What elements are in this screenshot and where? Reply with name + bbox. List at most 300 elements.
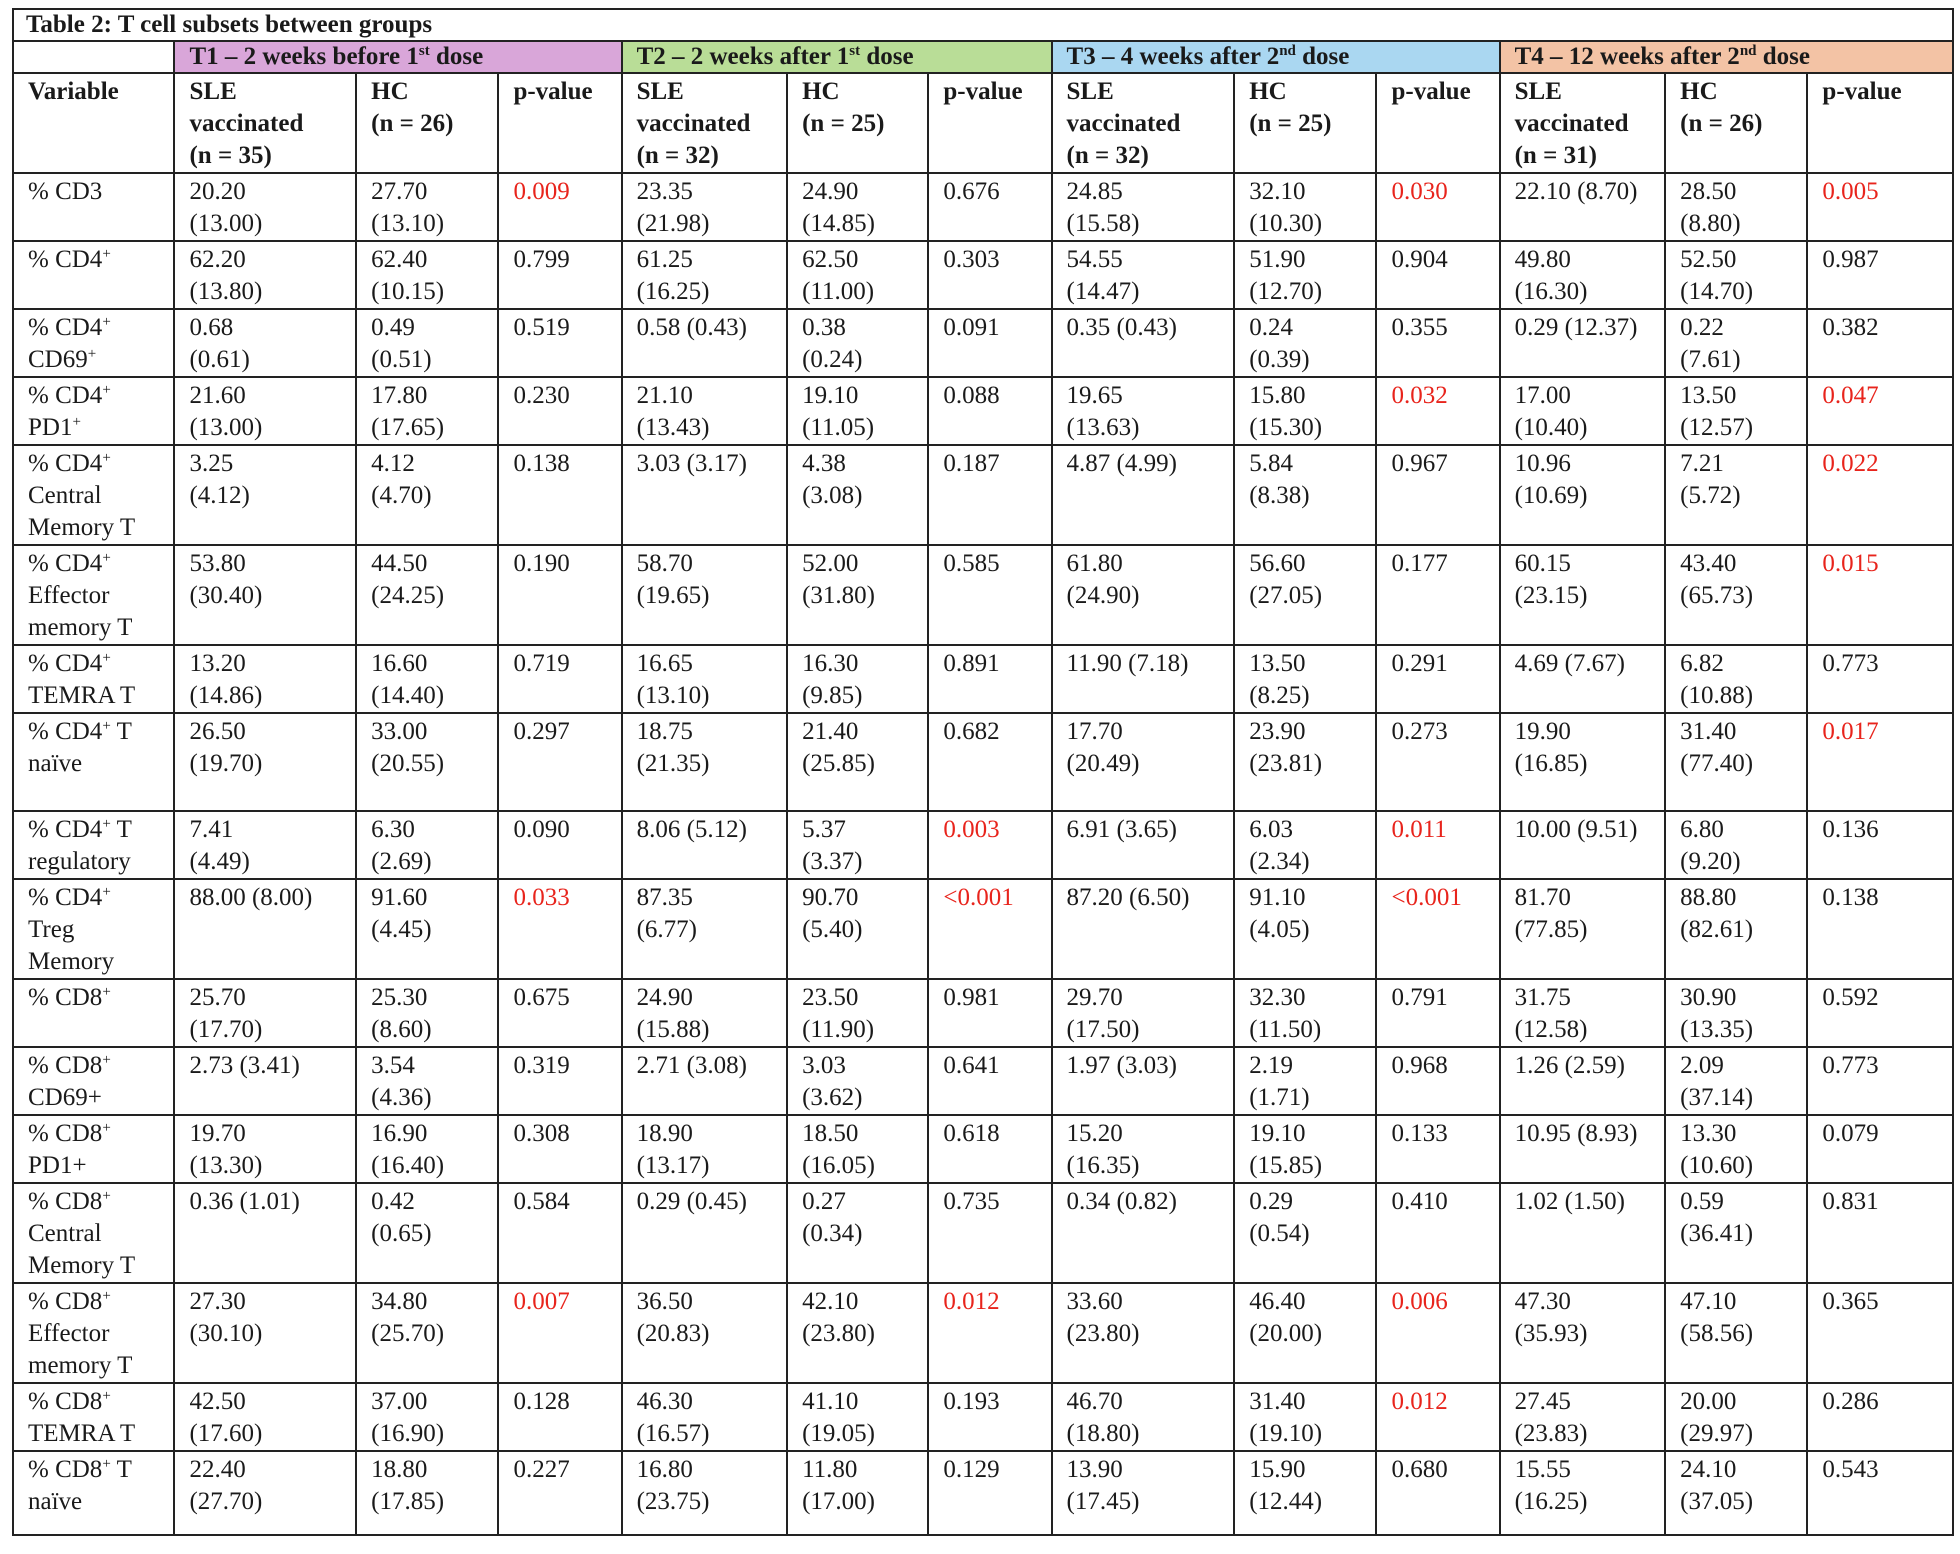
cell-line: 18.75 [636, 718, 693, 745]
cell-line: (23.15) [1514, 582, 1588, 609]
table-row [13, 713, 1953, 811]
cell-line: (16.85) [1514, 750, 1588, 777]
p-value-cell-t4 [1807, 1283, 1953, 1383]
variable-line [28, 1454, 165, 1486]
cell-line: (31.80) [802, 582, 875, 609]
p-value-cell-t4 [1807, 309, 1953, 377]
cell-line: (8.38) [1249, 482, 1310, 509]
variable-line [28, 312, 165, 344]
timepoint-header-row [13, 41, 1953, 73]
variable-cell [13, 241, 174, 309]
p-value-cell-t4 [1807, 979, 1953, 1047]
cell-line: (4.45) [371, 916, 432, 943]
sle-cell-t2 [622, 1047, 788, 1115]
cell-line: (17.85) [371, 1488, 445, 1515]
sle-cell-t1 [174, 645, 356, 713]
cell-line: (17.65) [371, 414, 445, 441]
cell-line: 0.592 [1822, 984, 1879, 1011]
sle-cell-t1 [174, 377, 356, 445]
hc-cell-t4 [1665, 713, 1807, 811]
cell-line: 58.70 [636, 550, 693, 577]
cell-line: (13.10) [371, 210, 445, 237]
variable-text: % CD4 [28, 314, 103, 341]
cell-line: 2.09 [1680, 1052, 1724, 1079]
cell-line: 1.97 (3.03) [1066, 1052, 1177, 1079]
variable-line [28, 814, 165, 846]
variable-text: memory T [28, 1352, 133, 1379]
cell-line: (23.80) [802, 1320, 875, 1347]
p-value-cell-t4 [1807, 241, 1953, 309]
variable-text: PD1 [28, 414, 73, 441]
cell-line: (8.25) [1249, 682, 1310, 709]
variable-text: % CD8 [28, 1456, 103, 1483]
hc-header-4 [1665, 73, 1807, 173]
cell-line: 5.37 [802, 816, 846, 843]
sle-header-line: (n = 35) [189, 142, 272, 169]
superscript: + [102, 718, 111, 734]
hc-cell-t1 [356, 645, 498, 713]
variable-cell [13, 445, 174, 545]
variable-text: % CD4 [28, 718, 103, 745]
cell-line: 13.20 [189, 650, 246, 677]
cell-line: (13.00) [189, 414, 263, 441]
cell-line: 0.003 [943, 816, 1000, 843]
cell-line: 25.30 [371, 984, 428, 1011]
cell-line: (19.70) [189, 750, 263, 777]
t-cell-subsets-table [12, 8, 1954, 1536]
cell-line: 0.682 [943, 718, 1000, 745]
p-value-cell-t4 [1807, 1383, 1953, 1451]
cell-line: 18.50 [802, 1120, 859, 1147]
cell-line: 44.50 [371, 550, 428, 577]
variable-cell [13, 811, 174, 879]
cell-line: 0.090 [513, 816, 570, 843]
cell-line: 56.60 [1249, 550, 1306, 577]
cell-line: (77.40) [1680, 750, 1754, 777]
cell-line: 0.138 [1822, 884, 1879, 911]
sle-cell-t4 [1500, 645, 1666, 713]
cell-line: 62.40 [371, 246, 428, 273]
cell-line: (25.85) [802, 750, 875, 777]
cell-line: 2.19 [1249, 1052, 1293, 1079]
cell-line: <0.001 [943, 884, 1014, 911]
variable-cell [13, 1383, 174, 1451]
p-value-cell-t3 [1376, 1451, 1499, 1535]
cell-line: 0.543 [1822, 1456, 1879, 1483]
cell-line: 13.30 [1680, 1120, 1737, 1147]
sle-header-line: (n = 32) [1066, 142, 1149, 169]
cell-line: (14.47) [1066, 278, 1140, 305]
p-value-cell-t3 [1376, 1383, 1499, 1451]
sle-header-line: SLE [1514, 78, 1562, 105]
variable-text: Effector [28, 582, 110, 609]
cell-line: (4.12) [189, 482, 250, 509]
cell-line: 0.007 [513, 1288, 570, 1315]
sle-cell-t4 [1500, 1383, 1666, 1451]
variable-text: Effector [28, 1320, 110, 1347]
cell-line: 61.80 [1066, 550, 1123, 577]
cell-line: 7.41 [189, 816, 234, 843]
p-value-cell-t1 [498, 1183, 621, 1283]
p-value-cell-t1 [498, 309, 621, 377]
hc-cell-t1 [356, 545, 498, 645]
sle-header-1 [174, 73, 356, 173]
variable-text: % CD8 [28, 1388, 103, 1415]
cell-line: 0.136 [1822, 816, 1879, 843]
hc-cell-t1 [356, 173, 498, 241]
cell-line: (4.05) [1249, 916, 1310, 943]
cell-line: 6.80 [1680, 816, 1724, 843]
p-value-cell-t1 [498, 445, 621, 545]
cell-line: 32.10 [1249, 178, 1306, 205]
hc-cell-t2 [787, 811, 928, 879]
cell-line: 17.00 [1514, 382, 1571, 409]
superscript: + [102, 984, 111, 1000]
sle-header-2 [622, 73, 788, 173]
cell-line: 15.90 [1249, 1456, 1306, 1483]
hc-cell-t3 [1234, 545, 1376, 645]
cell-line: (35.93) [1514, 1320, 1588, 1347]
sle-cell-t2 [622, 1115, 788, 1183]
p-value-header-3: p-value [1376, 73, 1499, 173]
sle-cell-t2 [622, 309, 788, 377]
sle-cell-t3 [1052, 1383, 1235, 1451]
cell-line: 0.006 [1391, 1288, 1448, 1315]
timepoint-label: T4 – 12 weeks after 2 [1514, 43, 1740, 70]
cell-line: 0.981 [943, 984, 1000, 1011]
sle-cell-t4 [1500, 545, 1666, 645]
cell-line: (65.73) [1680, 582, 1754, 609]
cell-line: 0.967 [1391, 450, 1448, 477]
variable-cell [13, 645, 174, 713]
hc-cell-t4 [1665, 377, 1807, 445]
p-value-cell-t4 [1807, 879, 1953, 979]
cell-line: 0.193 [943, 1388, 1000, 1415]
p-value-cell-t1 [498, 241, 621, 309]
hc-cell-t1 [356, 445, 498, 545]
cell-line: (11.05) [802, 414, 875, 441]
hc-cell-t4 [1665, 173, 1807, 241]
variable-cell [13, 1183, 174, 1283]
superscript: + [102, 1052, 111, 1068]
cell-line: 6.91 (3.65) [1066, 816, 1177, 843]
hc-cell-t4 [1665, 309, 1807, 377]
cell-line: (12.58) [1514, 1016, 1588, 1043]
cell-line: (11.90) [802, 1016, 875, 1043]
p-value-cell-t2 [928, 1283, 1051, 1383]
hc-cell-t1 [356, 1115, 498, 1183]
sle-cell-t1 [174, 713, 356, 811]
p-value-cell-t2 [928, 879, 1051, 979]
cell-line: (19.10) [1249, 1420, 1323, 1447]
p-value-cell-t1 [498, 545, 621, 645]
p-value-cell-t3 [1376, 645, 1499, 713]
cell-line: (13.35) [1680, 1016, 1754, 1043]
cell-line: 0.303 [943, 246, 1000, 273]
hc-cell-t1 [356, 713, 498, 811]
variable-line [28, 1318, 165, 1350]
sle-cell-t3 [1052, 811, 1235, 879]
p-value-cell-t3 [1376, 241, 1499, 309]
hc-header-line: (n = 26) [1680, 110, 1763, 137]
cell-line: 88.00 (8.00) [189, 884, 313, 911]
hc-cell-t4 [1665, 979, 1807, 1047]
cell-line: (4.49) [189, 848, 250, 875]
sle-cell-t2 [622, 1451, 788, 1535]
p-value-cell-t1 [498, 1115, 621, 1183]
superscript: + [102, 1288, 111, 1304]
variable-text: TEMRA T [28, 682, 136, 709]
cell-line: 0.015 [1822, 550, 1879, 577]
variable-cell [13, 1047, 174, 1115]
cell-line: 0.187 [943, 450, 1000, 477]
sle-header-4 [1500, 73, 1666, 173]
variable-text: Treg [28, 916, 75, 943]
cell-line: (15.88) [636, 1016, 710, 1043]
p-value-cell-t3 [1376, 979, 1499, 1047]
cell-line: 0.410 [1391, 1188, 1448, 1215]
p-value-cell-t3 [1376, 879, 1499, 979]
hc-cell-t1 [356, 377, 498, 445]
variable-text: % CD3 [28, 178, 103, 205]
cell-line: (0.65) [371, 1220, 432, 1247]
cell-line: (15.85) [1249, 1152, 1323, 1179]
cell-line: (3.62) [802, 1084, 863, 1111]
hc-cell-t2 [787, 173, 928, 241]
cell-line: 0.59 [1680, 1188, 1724, 1215]
cell-line: 0.286 [1822, 1388, 1879, 1415]
hc-cell-t4 [1665, 645, 1807, 713]
variable-cell [13, 1115, 174, 1183]
superscript: + [102, 1188, 111, 1204]
table-row [13, 1283, 1953, 1383]
variable-line [28, 914, 165, 946]
sle-cell-t3 [1052, 377, 1235, 445]
sle-cell-t3 [1052, 309, 1235, 377]
cell-line: (0.34) [802, 1220, 863, 1247]
sle-cell-t3 [1052, 445, 1235, 545]
cell-line: 0.365 [1822, 1288, 1879, 1315]
cell-line: 0.091 [943, 314, 1000, 341]
cell-line: 0.011 [1391, 816, 1447, 843]
cell-line: 0.42 [371, 1188, 415, 1215]
cell-line: 16.60 [371, 650, 428, 677]
hc-cell-t3 [1234, 1115, 1376, 1183]
p-value-header-2: p-value [928, 73, 1051, 173]
cell-line: 11.90 (7.18) [1066, 650, 1189, 677]
variable-cell [13, 979, 174, 1047]
variable-line [28, 1186, 165, 1218]
cell-line: 33.60 [1066, 1288, 1123, 1315]
hc-cell-t2 [787, 879, 928, 979]
hc-cell-t3 [1234, 1283, 1376, 1383]
timepoint-ordinal: nd [1739, 43, 1757, 59]
cell-line: (10.69) [1514, 482, 1588, 509]
cell-line: 0.138 [513, 450, 570, 477]
hc-cell-t3 [1234, 713, 1376, 811]
hc-cell-t2 [787, 1183, 928, 1283]
cell-line: 0.005 [1822, 178, 1879, 205]
cell-line: 46.70 [1066, 1388, 1123, 1415]
superscript: + [87, 346, 97, 362]
cell-line: 13.90 [1066, 1456, 1123, 1483]
cell-line: <0.001 [1391, 884, 1462, 911]
variable-text: % CD4 [28, 246, 103, 273]
cell-line: 0.032 [1391, 382, 1448, 409]
sle-header-line: (n = 32) [636, 142, 719, 169]
variable-line [28, 1486, 165, 1518]
hc-header-2 [787, 73, 928, 173]
cell-line: 3.03 [802, 1052, 846, 1079]
sle-cell-t1 [174, 1283, 356, 1383]
table-title-row [13, 9, 1953, 41]
sle-cell-t4 [1500, 1183, 1666, 1283]
superscript: + [102, 816, 111, 832]
p-value-cell-t1 [498, 979, 621, 1047]
sle-cell-t2 [622, 1183, 788, 1283]
cell-line: 51.90 [1249, 246, 1306, 273]
cell-line: 29.70 [1066, 984, 1123, 1011]
hc-cell-t3 [1234, 445, 1376, 545]
table-row [13, 645, 1953, 713]
variable-text: % CD8 [28, 1052, 103, 1079]
hc-cell-t1 [356, 1047, 498, 1115]
cell-line: (0.61) [189, 346, 250, 373]
cell-line: (8.60) [371, 1016, 432, 1043]
cell-line: 0.088 [943, 382, 1000, 409]
cell-line: (16.57) [636, 1420, 710, 1447]
cell-line: (2.69) [371, 848, 432, 875]
cell-line: (17.60) [189, 1420, 263, 1447]
cell-line: (27.70) [189, 1488, 263, 1515]
hc-cell-t1 [356, 1283, 498, 1383]
cell-line: 0.319 [513, 1052, 570, 1079]
timepoint-header-3 [1052, 41, 1500, 73]
p-value-cell-t4 [1807, 1451, 1953, 1535]
variable-line [28, 1118, 165, 1150]
cell-line: 0.49 [371, 314, 415, 341]
cell-line: (19.05) [802, 1420, 875, 1447]
cell-line: 0.676 [943, 178, 1000, 205]
table-row [13, 879, 1953, 979]
hc-header-line: (n = 25) [1249, 110, 1332, 137]
timepoint-ordinal: nd [1279, 43, 1296, 59]
timepoint-header-2 [622, 41, 1052, 73]
variable-text: % CD4 [28, 550, 103, 577]
variable-text: % CD4 [28, 650, 103, 677]
cell-line: 3.25 [189, 450, 234, 477]
table-row [13, 545, 1953, 645]
cell-line: (21.98) [636, 210, 710, 237]
variable-line [28, 748, 165, 780]
cell-line: 0.641 [943, 1052, 1000, 1079]
cell-line: 0.128 [513, 1388, 570, 1415]
cell-line: 60.15 [1514, 550, 1571, 577]
cell-line: (20.55) [371, 750, 445, 777]
p-value-cell-t3 [1376, 1047, 1499, 1115]
hc-cell-t2 [787, 979, 928, 1047]
cell-line: (17.70) [189, 1016, 263, 1043]
cell-line: 0.273 [1391, 718, 1448, 745]
cell-line: 0.735 [943, 1188, 1000, 1215]
cell-line: (2.34) [1249, 848, 1310, 875]
cell-line: 10.96 [1514, 450, 1571, 477]
hc-cell-t3 [1234, 377, 1376, 445]
hc-cell-t3 [1234, 241, 1376, 309]
cell-line: 25.70 [189, 984, 246, 1011]
cell-line: 49.80 [1514, 246, 1571, 273]
cell-line: 0.230 [513, 382, 570, 409]
cell-line: 91.60 [371, 884, 428, 911]
cell-line: 0.35 (0.43) [1066, 314, 1177, 341]
variable-text: % CD8 [28, 1288, 103, 1315]
cell-line: (25.70) [371, 1320, 445, 1347]
cell-line: (23.75) [636, 1488, 710, 1515]
table-row [13, 1047, 1953, 1115]
cell-line: 27.70 [371, 178, 428, 205]
cell-line: 23.35 [636, 178, 693, 205]
sle-cell-t2 [622, 979, 788, 1047]
p-value-cell-t2 [928, 713, 1051, 811]
cell-line: 0.680 [1391, 1456, 1448, 1483]
cell-line: 10.95 (8.93) [1514, 1120, 1638, 1147]
cell-line: 28.50 [1680, 178, 1737, 205]
superscript: + [102, 314, 111, 330]
variable-line [28, 380, 165, 412]
sle-cell-t3 [1052, 545, 1235, 645]
variable-cell [13, 879, 174, 979]
cell-line: (37.14) [1680, 1084, 1754, 1111]
cell-line: 6.03 [1249, 816, 1293, 843]
cell-line: 37.00 [371, 1388, 428, 1415]
variable-cell [13, 309, 174, 377]
cell-line: 10.00 (9.51) [1514, 816, 1638, 843]
cell-line: 0.618 [943, 1120, 1000, 1147]
variable-line [28, 1418, 165, 1450]
hc-cell-t4 [1665, 445, 1807, 545]
sle-cell-t2 [622, 173, 788, 241]
variable-line [28, 1150, 165, 1182]
cell-line: 54.55 [1066, 246, 1123, 273]
table-row [13, 1451, 1953, 1535]
p-value-cell-t3 [1376, 811, 1499, 879]
p-value-cell-t4 [1807, 713, 1953, 811]
variable-line [28, 846, 165, 878]
cell-line: (30.10) [189, 1320, 263, 1347]
hc-cell-t2 [787, 645, 928, 713]
cell-line: 0.227 [513, 1456, 570, 1483]
sle-cell-t3 [1052, 173, 1235, 241]
hc-header-1 [356, 73, 498, 173]
sle-cell-t1 [174, 445, 356, 545]
p-value-cell-t2 [928, 1451, 1051, 1535]
hc-cell-t3 [1234, 173, 1376, 241]
table-container [12, 8, 1954, 1536]
sle-cell-t4 [1500, 241, 1666, 309]
cell-line: (9.20) [1680, 848, 1741, 875]
hc-header-line: (n = 26) [371, 110, 454, 137]
cell-line: 3.03 (3.17) [636, 450, 747, 477]
hc-cell-t2 [787, 1451, 928, 1535]
hc-cell-t1 [356, 879, 498, 979]
p-value-cell-t1 [498, 173, 621, 241]
cell-line: (23.81) [1249, 750, 1323, 777]
cell-line: 0.29 (12.37) [1514, 314, 1638, 341]
cell-line: (16.90) [371, 1420, 445, 1447]
timepoint-header-4 [1500, 41, 1953, 73]
sle-header-line: vaccinated [1514, 110, 1629, 137]
cell-line: (13.30) [189, 1152, 263, 1179]
